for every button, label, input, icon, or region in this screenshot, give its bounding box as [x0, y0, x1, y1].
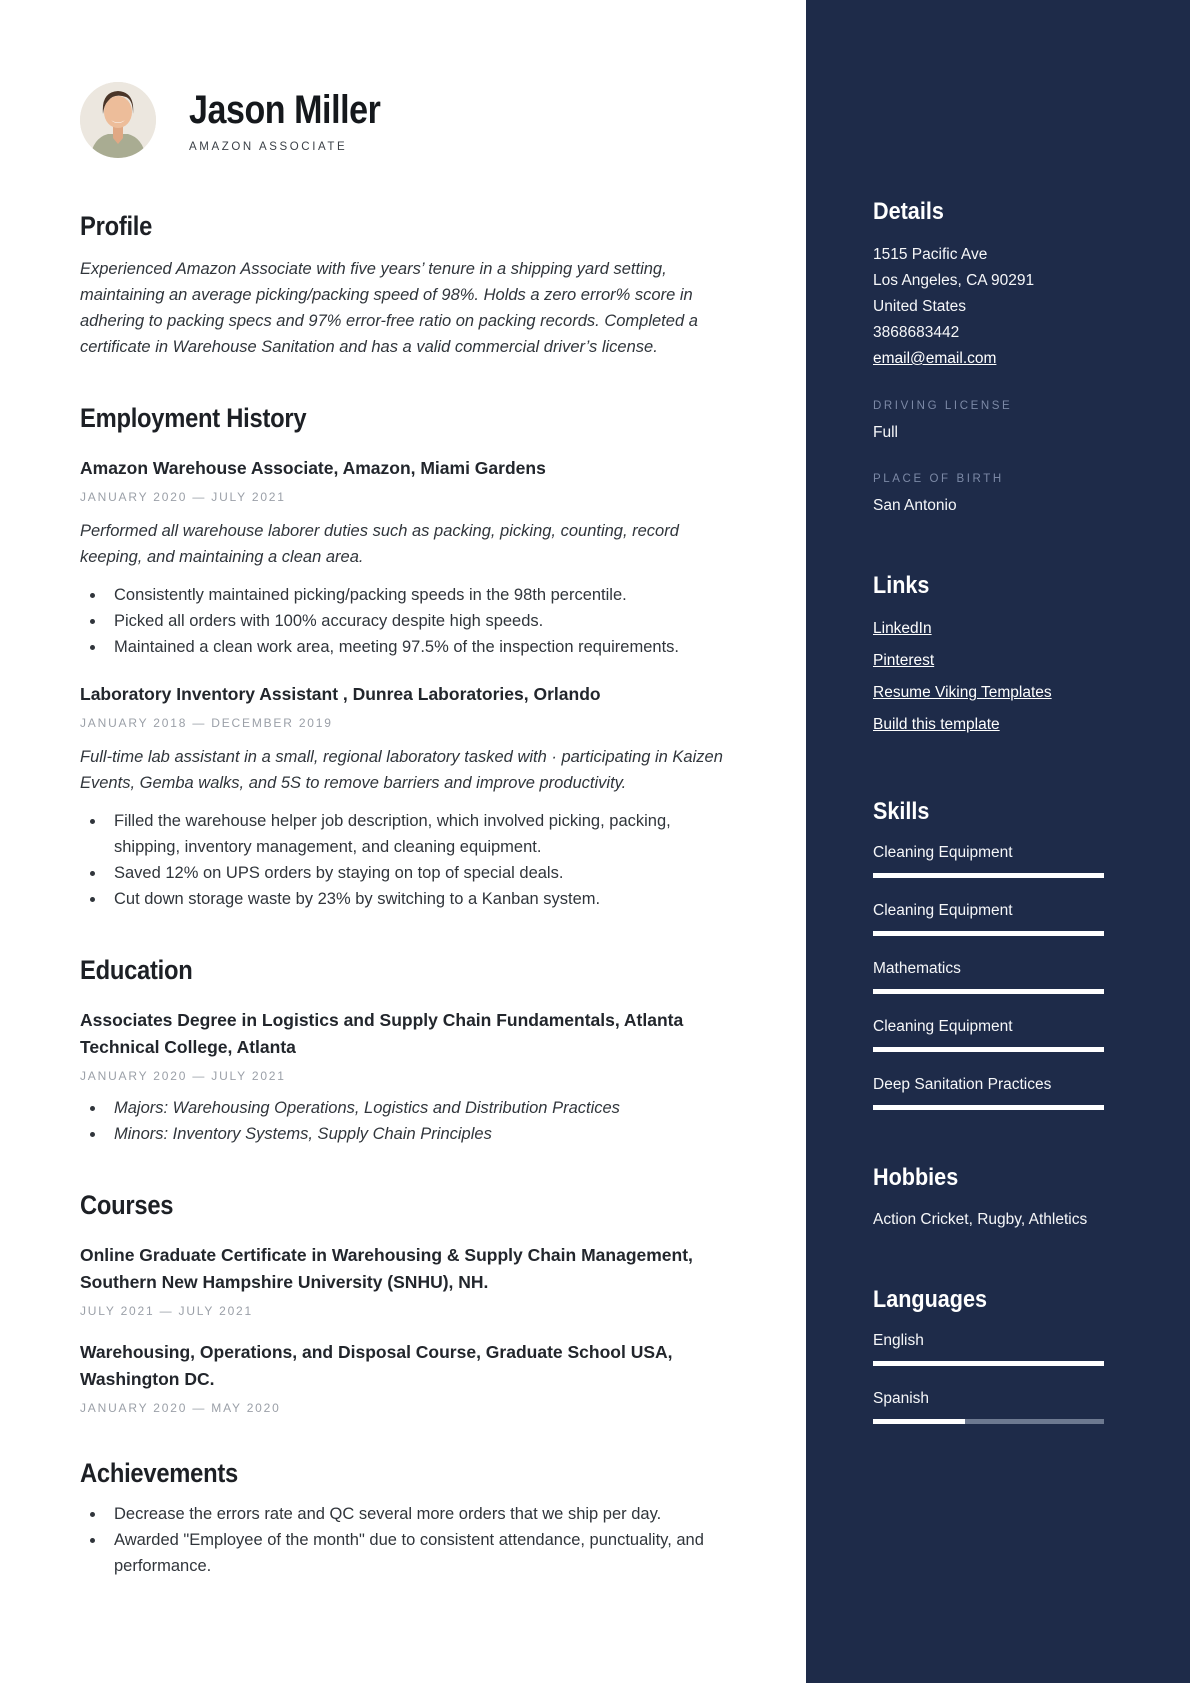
skills-heading: Skills: [873, 798, 930, 825]
skill-item: [873, 900, 1104, 936]
hobbies-text: Action Cricket, Rugby, Athletics: [873, 1211, 1088, 1228]
job-dates: JANUARY 2020 — JULY 2021: [80, 490, 286, 504]
sidebar-section-hobbies: [873, 1164, 1104, 1232]
skill-level-bar: [873, 989, 1104, 994]
profile-text: Experienced Amazon Associate with five years’ tenure in a shipping yard setting, maintaining an average picking/packing speed of 98%. Holds a zero error% score in adhering to packing specs and 97% error-free ratio on packing records. Completed a certificate in Warehouse Sanitation and has a valid commercial driver’s license.: [80, 260, 698, 356]
details-heading: Details: [873, 198, 944, 225]
achievement-bullet: • Decrease the errors rate and QC several more orders that we ship per day.: [106, 1501, 731, 1527]
achievement-bullet: • Awarded "Employee of the month" due to consistent attendance, punctuality, and performance.: [106, 1527, 731, 1579]
skill-name: Deep Sanitation Practices: [873, 1076, 1052, 1093]
avatar-photo: [80, 82, 156, 158]
link-build-this-template[interactable]: Build this template: [873, 716, 1000, 733]
course-entry: [80, 1242, 731, 1318]
job-bullet: • Consistently maintained picking/packing speeds in the 98th percentile.: [106, 582, 731, 608]
address-line: United States: [873, 298, 967, 315]
job-entry: [80, 455, 731, 660]
skill-item: [873, 1074, 1104, 1110]
skill-name: Mathematics: [873, 960, 961, 977]
link-resume-viking-templates[interactable]: Resume Viking Templates: [873, 684, 1052, 701]
section-employment-history: [80, 402, 731, 912]
place-of-birth-label: PLACE OF BIRTH: [873, 473, 1004, 485]
language-name: Spanish: [873, 1390, 930, 1407]
job-bullet: • Filled the warehouse helper job description, which involved picking, packing, shipping, inventory management, and cleaning equipment.: [106, 808, 731, 860]
job-bullet: • Cut down storage waste by 23% by switching to a Kanban system.: [106, 886, 731, 912]
sidebar-section-skills: [873, 798, 1104, 1110]
section-courses: [80, 1189, 731, 1415]
skill-level-bar: [873, 1105, 1104, 1110]
languages-heading: Languages: [873, 1286, 988, 1313]
job-bullet-list: [80, 808, 731, 912]
courses-heading: Courses: [80, 1190, 174, 1220]
resume-header: [80, 82, 731, 158]
job-dates: JANUARY 2018 — DECEMBER 2019: [80, 716, 333, 730]
sidebar-section-details: [873, 198, 1104, 518]
section-education: [80, 954, 731, 1147]
profile-heading: Profile: [80, 211, 153, 241]
job-bullet: • Picked all orders with 100% accuracy despite high speeds.: [106, 608, 731, 634]
skill-item: [873, 842, 1104, 878]
skill-name: Cleaning Equipment: [873, 1018, 1013, 1035]
skill-name: Cleaning Equipment: [873, 844, 1013, 861]
sidebar-section-links: [873, 572, 1104, 744]
address-line: 1515 Pacific Ave: [873, 246, 988, 263]
job-title: Laboratory Inventory Assistant , Dunrea Laboratories, Orlando: [80, 684, 601, 704]
achievements-bullet-list: [80, 1501, 731, 1579]
person-name: Jason Miller: [189, 87, 381, 132]
person-job-title: AMAZON ASSOCIATE: [189, 140, 348, 153]
language-level-bar: [873, 1419, 1104, 1424]
language-item: [873, 1388, 1104, 1424]
job-description: Performed all warehouse laborer duties such as packing, picking, counting, record keeping, and maintaining a clean area.: [80, 522, 679, 566]
course-dates: JULY 2021 — JULY 2021: [80, 1304, 253, 1318]
skill-item: [873, 958, 1104, 994]
place-of-birth-value: San Antonio: [873, 497, 957, 514]
education-title: Associates Degree in Logistics and Supply Chain Fundamentals, Atlanta Technical College, Atlanta: [80, 1010, 684, 1057]
phone-number: 3868683442: [873, 324, 960, 341]
driving-license-value: Full: [873, 424, 898, 441]
link-linkedin[interactable]: LinkedIn: [873, 620, 932, 637]
job-bullet: • Maintained a clean work area, meeting 97.5% of the inspection requirements.: [106, 634, 731, 660]
education-dates: JANUARY 2020 — JULY 2021: [80, 1069, 286, 1083]
course-dates: JANUARY 2020 — MAY 2020: [80, 1401, 281, 1415]
education-entry: [80, 1007, 731, 1147]
course-title: Warehousing, Operations, and Disposal Course, Graduate School USA, Washington DC.: [80, 1342, 673, 1389]
avatar: [80, 82, 156, 158]
education-bullet-list: [80, 1095, 731, 1147]
hobbies-heading: Hobbies: [873, 1164, 959, 1191]
job-description: Full-time lab assistant in a small, regional laboratory tasked with · participating in Kaizen Events, Gemba walks, and 5S to remove barriers and improve productivity.: [80, 748, 723, 792]
job-title: Amazon Warehouse Associate, Amazon, Miami Gardens: [80, 458, 546, 478]
resume-sidebar: [806, 0, 1190, 1683]
section-profile: [80, 210, 731, 360]
links-heading: Links: [873, 572, 930, 599]
sidebar-section-languages: [873, 1286, 1104, 1424]
skill-item: [873, 1016, 1104, 1052]
education-bullet: • Majors: Warehousing Operations, Logistics and Distribution Practices: [106, 1095, 731, 1121]
skill-level-bar: [873, 1047, 1104, 1052]
driving-license-label: DRIVING LICENSE: [873, 400, 1013, 412]
language-item: [873, 1330, 1104, 1366]
language-level-bar: [873, 1361, 1104, 1366]
section-achievements: [80, 1457, 731, 1579]
job-bullet-list: [80, 582, 731, 660]
employment-heading: Employment History: [80, 403, 307, 433]
course-title: Online Graduate Certificate in Warehousing & Supply Chain Management, Southern New Hampshire University (SNHU), NH.: [80, 1245, 693, 1292]
achievements-heading: Achievements: [80, 1458, 238, 1488]
address-line: Los Angeles, CA 90291: [873, 272, 1035, 289]
email-link[interactable]: email@email.com: [873, 350, 997, 367]
skill-level-bar: [873, 931, 1104, 936]
education-bullet: • Minors: Inventory Systems, Supply Chain Principles: [106, 1121, 731, 1147]
link-pinterest[interactable]: Pinterest: [873, 652, 935, 669]
education-heading: Education: [80, 955, 193, 985]
language-name: English: [873, 1332, 924, 1349]
skill-name: Cleaning Equipment: [873, 902, 1013, 919]
job-entry: [80, 681, 731, 912]
course-entry: [80, 1339, 731, 1415]
job-bullet: • Saved 12% on UPS orders by staying on top of special deals.: [106, 860, 731, 886]
skill-level-bar: [873, 873, 1104, 878]
